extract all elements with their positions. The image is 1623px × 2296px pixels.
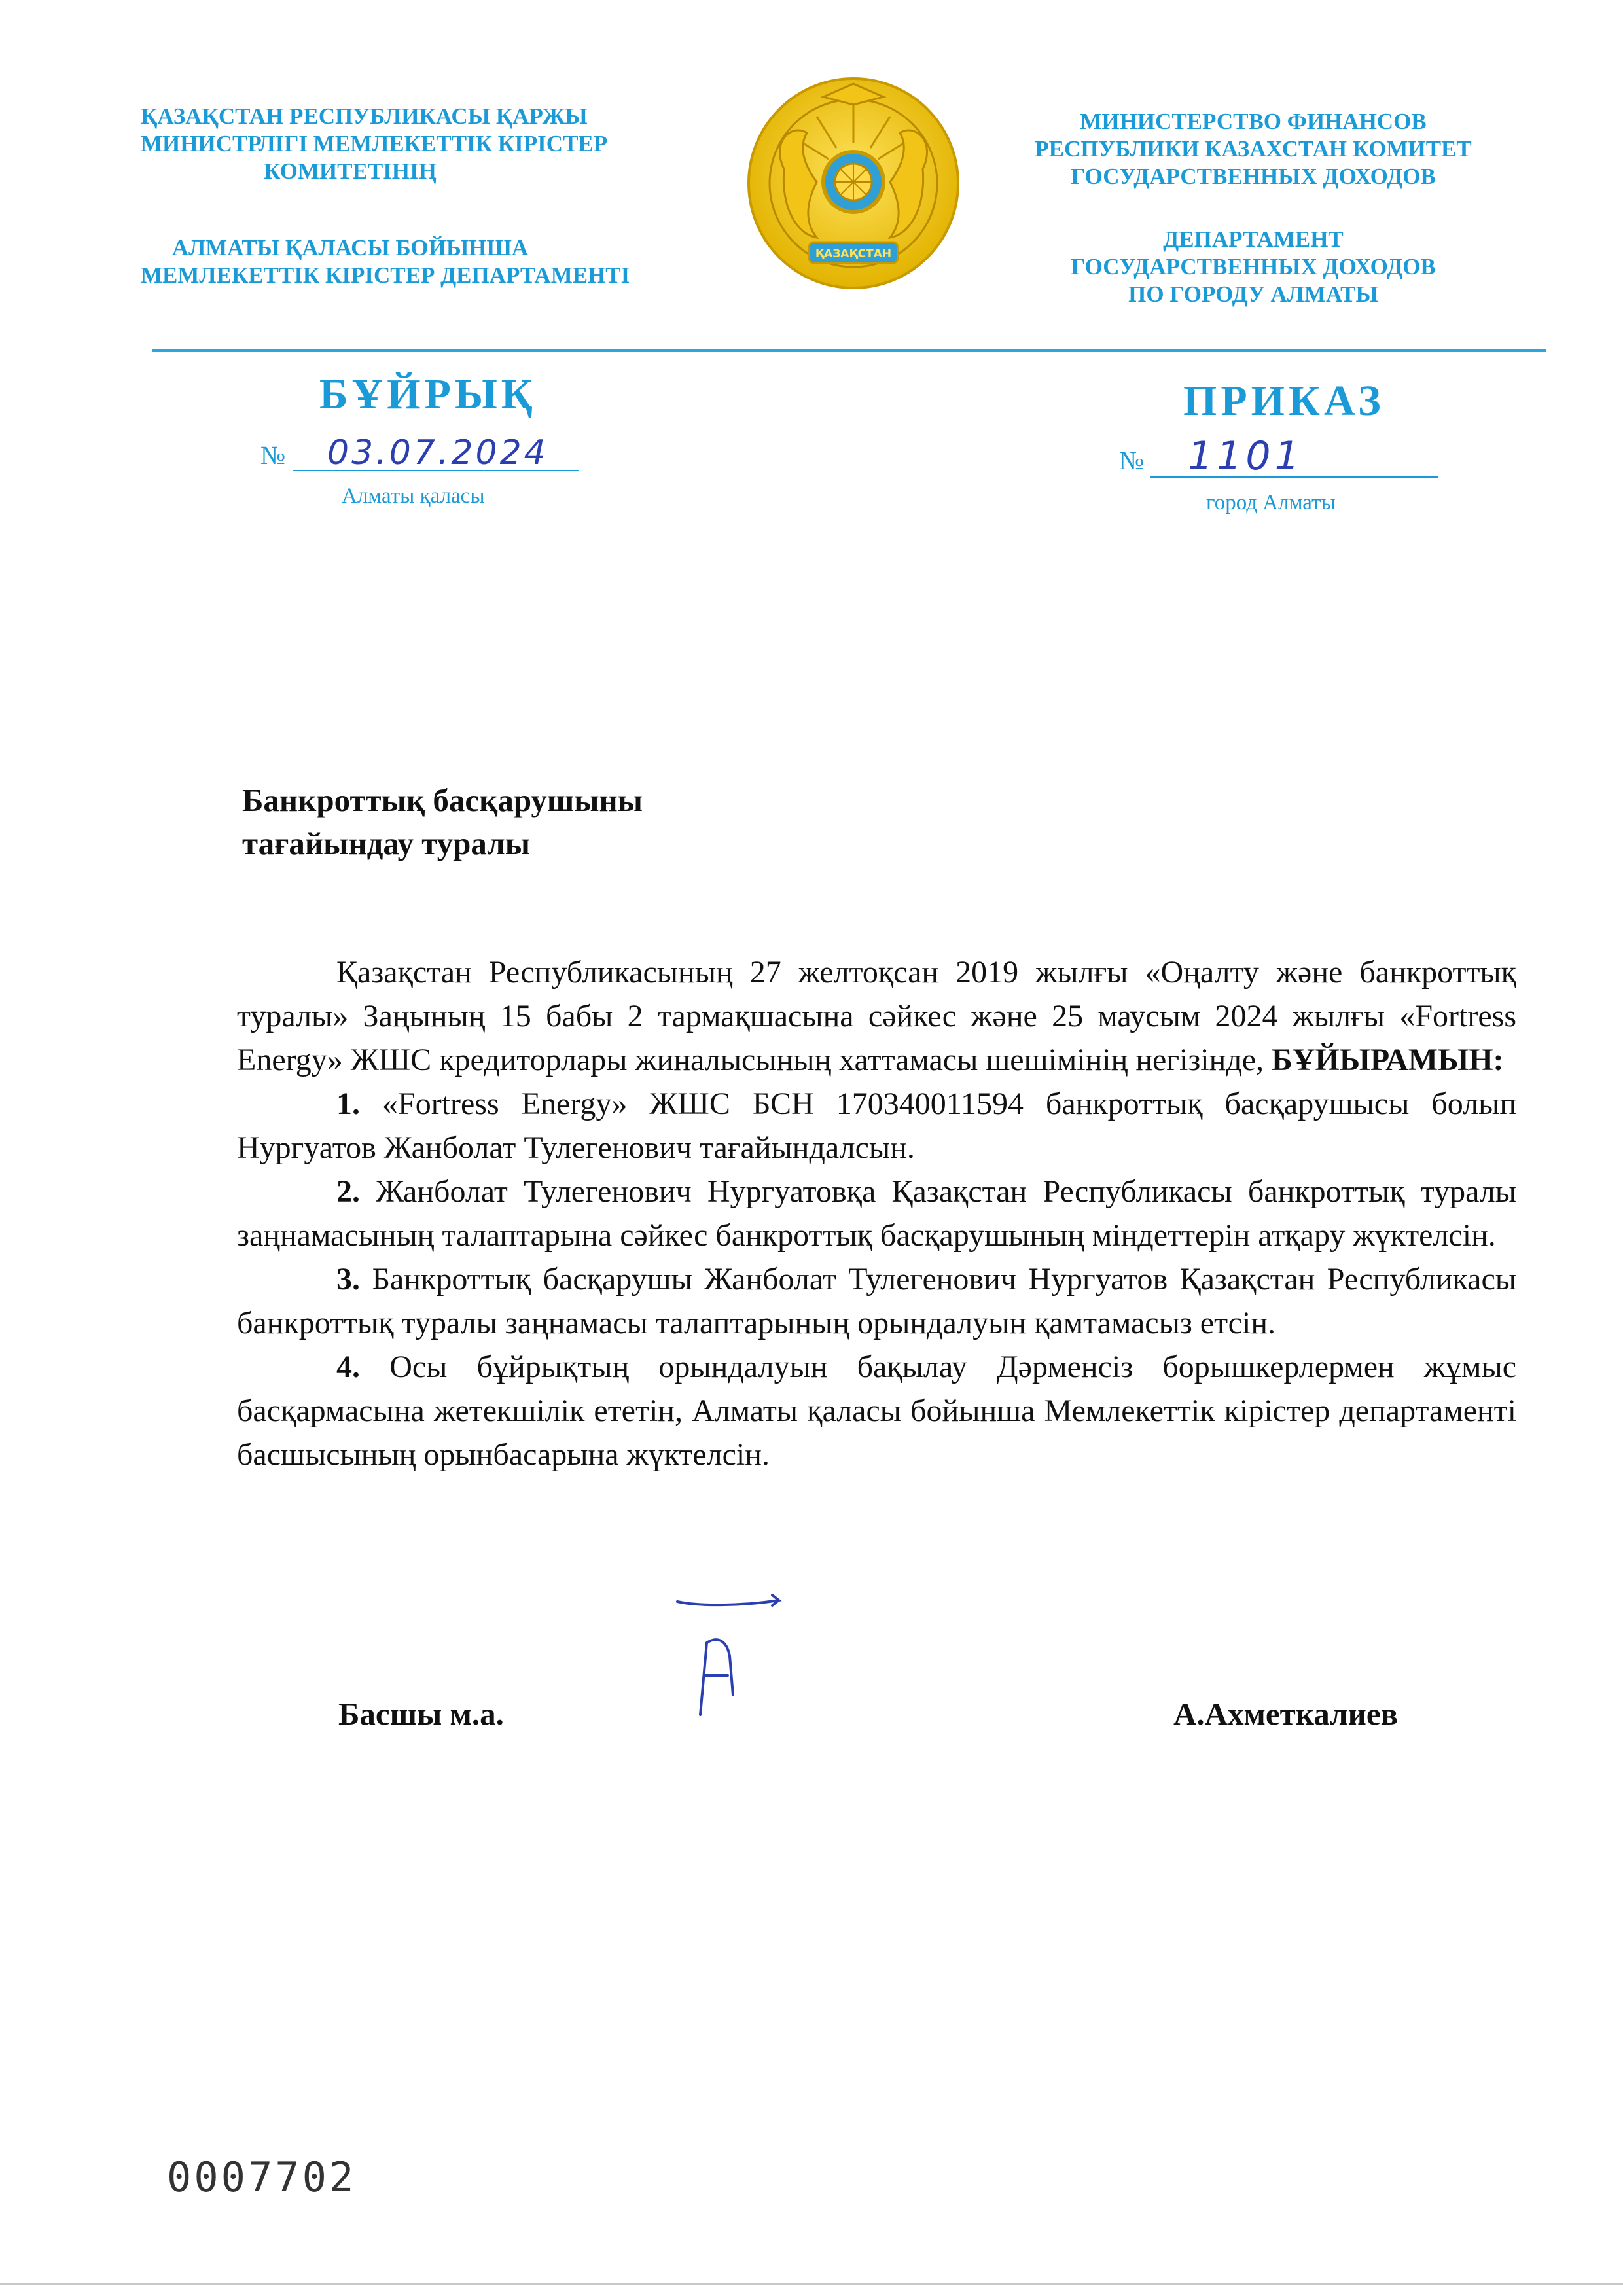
order-title-ru: ПРИКАЗ — [1183, 377, 1385, 425]
item-number: 1. — [336, 1086, 360, 1121]
header-line: РЕСПУБЛИКИ КАЗАХСТАН КОМИТЕТ — [1035, 136, 1472, 162]
serial-number: 0007702 — [167, 2153, 357, 2201]
command-word: БҰЙЫРАМЫН: — [1272, 1043, 1504, 1077]
signature-mark — [687, 1630, 746, 1721]
intro-paragraph — [237, 950, 1516, 1082]
header-line: ГОСУДАРСТВЕННЫХ ДОХОДОВ — [1071, 254, 1436, 279]
header-line: АЛМАТЫ ҚАЛАСЫ БОЙЫНША — [171, 235, 529, 260]
order-title-kz: БҰЙРЫҚ — [319, 370, 537, 418]
header-line: ҚАЗАҚСТАН РЕСПУБЛИКАСЫ ҚАРЖЫ — [141, 103, 588, 129]
pen-underline-mark — [674, 1587, 805, 1613]
state-emblem-icon — [745, 71, 962, 301]
item-paragraph — [237, 1082, 1516, 1170]
header-ru-organization — [1024, 108, 1482, 190]
signatory-role: Басшы м.а. — [338, 1696, 504, 1732]
item-paragraph — [237, 1257, 1516, 1345]
item-text: Жанболат Тулегенович Нургуатовқа Қазақстан Республикасы банкроттық туралы заңнамасының талаптарына сәйкес банкроттық басқарушының міндеттерін атқару жүктелсін. — [237, 1174, 1517, 1253]
header-ru-department — [1024, 226, 1482, 308]
header-line: ДЕПАРТАМЕНТ — [1163, 226, 1344, 252]
header-divider — [152, 349, 1546, 352]
header-line: МИНИСТЕРСТВО ФИНАНСОВ — [1080, 109, 1427, 134]
number-sign-ru: № — [1119, 446, 1145, 475]
item-number: 4. — [336, 1350, 360, 1384]
header-kz-department — [141, 234, 630, 289]
item-paragraph — [237, 1345, 1516, 1477]
document-subject — [242, 779, 643, 865]
item-text: Банкроттық басқарушы Жанболат Тулегенович Нургуатов Қазақстан Республикасы банкроттық туралы заңнамасы талаптарының орындалуын қамтамасыз етсін. — [237, 1262, 1517, 1340]
number-sign-kz: № — [260, 440, 286, 470]
header-line: МЕМЛЕКЕТТІК КІРІСТЕР ДЕПАРТАМЕНТІ — [141, 262, 630, 288]
emblem-label: ҚАЗАҚСТАН — [815, 247, 892, 260]
header-line: ГОСУДАРСТВЕННЫХ ДОХОДОВ — [1071, 164, 1436, 189]
handwritten-date: 03.07.2024 — [327, 433, 548, 473]
header-line: МИНИСТРЛІГІ МЕМЛЕКЕТТІК КІРІСТЕР — [141, 131, 608, 156]
city-ru: город Алматы — [1206, 491, 1336, 514]
subject-line: Банкроттық басқарушыны — [242, 782, 643, 818]
city-kz: Алматы қаласы — [342, 484, 485, 508]
item-number: 2. — [336, 1174, 360, 1209]
item-number: 3. — [336, 1262, 360, 1297]
item-paragraph — [237, 1170, 1516, 1257]
subject-line: тағайындау туралы — [242, 825, 531, 861]
header-line: КОМИТЕТІНІҢ — [264, 158, 437, 184]
item-text: Осы бұйрықтың орындалуын бақылау Дәрменсіз борышкерлермен жұмыс басқармасына жетекшілік ететін, Алматы қаласы бойынша Мемлекеттік кірістер департаменті басшысының орынбасарына жүктелсін. — [237, 1350, 1516, 1472]
document-body — [237, 950, 1516, 1477]
header-kz-organization — [141, 103, 608, 185]
item-text: «Fortress Energy» ЖШС БСН 170340011594 банкроттық басқарушысы болып Нургуатов Жанболат Тулегенович тағайындалсын. — [237, 1086, 1517, 1165]
header-line: ПО ГОРОДУ АЛМАТЫ — [1128, 281, 1378, 307]
signatory-name: А.Ахметкалиев — [1173, 1696, 1399, 1732]
handwritten-number: 1101 — [1188, 433, 1304, 479]
page-edge-line — [0, 2283, 1623, 2285]
intro-text: Қазақстан Республикасының 27 желтоқсан 2019 жылғы «Оңалту және банкроттық туралы» Заңының 15 бабы 2 тармақшасына сәйкес және 25 маусым 2024 жылғы «Fortress Energy» ЖШС кредиторлары жиналысының хаттамасы шешімінің негізінде, — [237, 955, 1516, 1077]
